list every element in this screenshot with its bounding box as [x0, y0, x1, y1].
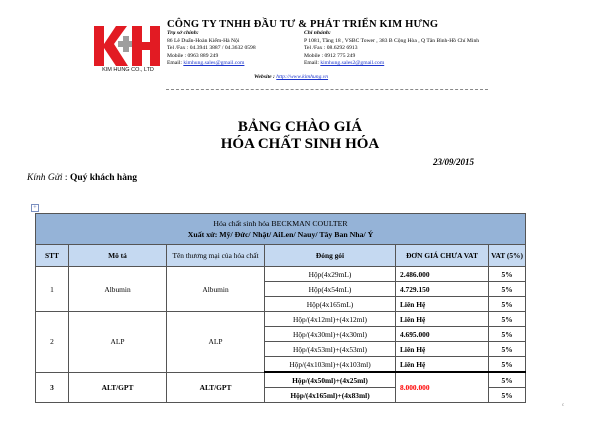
header-vat: VAT (5%) — [489, 245, 526, 267]
head-office-email-link[interactable]: kimhung.sales@gmail.com — [183, 60, 245, 67]
banner-line-2: Xuất xứ: Mỹ/ Đức/ Nhật/ AiLen/ Nauy/ Tây Ban Nha/ Ý — [187, 230, 374, 239]
cell-vat: 5% — [489, 297, 526, 312]
cell-pack: Hộp/(4x50ml)+(4x25ml) — [265, 372, 396, 388]
cell-price: Liên Hệ — [396, 312, 489, 327]
cell-stt: 2 — [36, 312, 69, 373]
table-banner-row — [36, 214, 526, 245]
website-label: Website : — [254, 74, 277, 80]
cell-vat: 5% — [489, 357, 526, 373]
header-desc: Mô tả — [69, 245, 167, 267]
table-header-row — [36, 245, 526, 267]
cell-vat: 5% — [489, 312, 526, 327]
header-stt: STT — [36, 245, 69, 267]
email-label: Email: — [167, 60, 184, 67]
doc-title: BẢNG CHÀO GIÁ — [237, 119, 363, 135]
cell-price-highlight: 8.000.000 — [396, 372, 489, 403]
head-office-tel: Tel /Fax : 04.3941 3887 / 04.3632 0598 — [167, 45, 256, 52]
table-move-handle-icon[interactable]: + — [31, 204, 39, 212]
branch-tel: Tel /Fax : 08.6292 6913 — [304, 45, 358, 52]
cell-desc: Albumin — [69, 267, 167, 312]
cell-vat: 5% — [489, 327, 526, 342]
table-row — [36, 372, 526, 388]
head-office-address: 86 Lê Duẩn-Hoàn Kiếm-Hà Nội — [167, 37, 240, 44]
header-trade-name: Tên thương mại của hóa chất — [167, 245, 265, 267]
head-office-title: Trụ sở chính: — [167, 30, 199, 36]
head-office-mobile: Mobile : 0963 889 249 — [167, 52, 219, 59]
doc-subtitle: HÓA CHẤT SINH HÓA — [220, 136, 380, 152]
branch-email-line — [304, 60, 534, 68]
banner-line-1: Hóa chất sinh hóa BECKMAN COULTER — [213, 219, 348, 228]
cell-vat: 5% — [489, 372, 526, 388]
branch-address: P 1081, Tầng 18 , VSBC Tower , 383 B Cộng Hòa , Q Tân Bình-Hồ Chí Minh — [304, 37, 480, 44]
price-table — [35, 213, 526, 403]
cell-desc: ALP — [69, 312, 167, 373]
cell-trade-name: ALT/GPT — [167, 372, 265, 403]
email-label: Email: — [304, 60, 321, 67]
cell-stt: 1 — [36, 267, 69, 312]
cell-stt: 3 — [36, 372, 69, 403]
cell-pack: Hộp/(4x12ml)+(4x12ml) — [265, 312, 396, 327]
header-divider — [166, 89, 488, 90]
cell-pack: Hộp/(4x30ml)+(4x30ml) — [265, 327, 396, 342]
page-marker: c — [562, 403, 565, 408]
table-row — [36, 267, 526, 282]
cell-pack: Hộp(4x29mL) — [265, 267, 396, 282]
branch-title: Chi nhánh: — [304, 30, 331, 36]
header-pack: Đóng gói — [265, 245, 396, 267]
website-link[interactable]: http://www.kimhung.vn — [276, 74, 329, 80]
logo-caption: KIM HUNG CO., LTD — [102, 67, 154, 73]
cell-vat: 5% — [489, 342, 526, 357]
cell-vat: 5% — [489, 282, 526, 297]
cell-trade-name: Albumin — [167, 267, 265, 312]
website-line — [254, 74, 328, 82]
greeting-sep: : — [62, 173, 70, 183]
table-row — [36, 312, 526, 327]
greeting-recipient: Quý khách hàng — [69, 173, 137, 183]
cell-pack: Hộp/(4x53ml)+(4x53ml) — [265, 342, 396, 357]
cell-price: Liên Hệ — [396, 357, 489, 373]
cell-pack: Hộp/(4x103ml)+(4x103ml) — [265, 357, 396, 373]
branch-mobile: Mobile : 0912 775 249 — [304, 52, 356, 59]
cell-price: Liên Hệ — [396, 297, 489, 312]
head-office-email-line — [167, 60, 317, 68]
cell-pack: Hộp/(4x165ml)+(4x83ml) — [265, 388, 396, 403]
cell-price: 2.486.000 — [396, 267, 489, 282]
doc-date: 23/09/2015 — [433, 157, 475, 167]
cell-desc: ALT/GPT — [69, 372, 167, 403]
cell-pack: Hộp(4x165mL) — [265, 297, 396, 312]
header-price: ĐƠN GIÁ CHƯA VAT — [396, 245, 489, 267]
company-name: CÔNG TY TNHH ĐẦU TƯ & PHÁT TRIỂN KIM HƯNG — [167, 19, 439, 30]
cell-vat: 5% — [489, 388, 526, 403]
cell-price: 4.695.000 — [396, 327, 489, 342]
table-banner — [36, 214, 526, 245]
cell-pack: Hộp(4x54mL) — [265, 282, 396, 297]
cell-price: 4.729.150 — [396, 282, 489, 297]
branch-block — [304, 30, 534, 68]
branch-email-link[interactable]: kimhung.sales2@gmail.com — [320, 60, 385, 67]
cell-trade-name: ALP — [167, 312, 265, 373]
cell-price: Liên Hệ — [396, 342, 489, 357]
greeting-label: Kính Gửi — [27, 173, 63, 183]
greeting — [27, 173, 137, 183]
head-office-block — [167, 30, 317, 68]
cell-vat: 5% — [489, 267, 526, 282]
